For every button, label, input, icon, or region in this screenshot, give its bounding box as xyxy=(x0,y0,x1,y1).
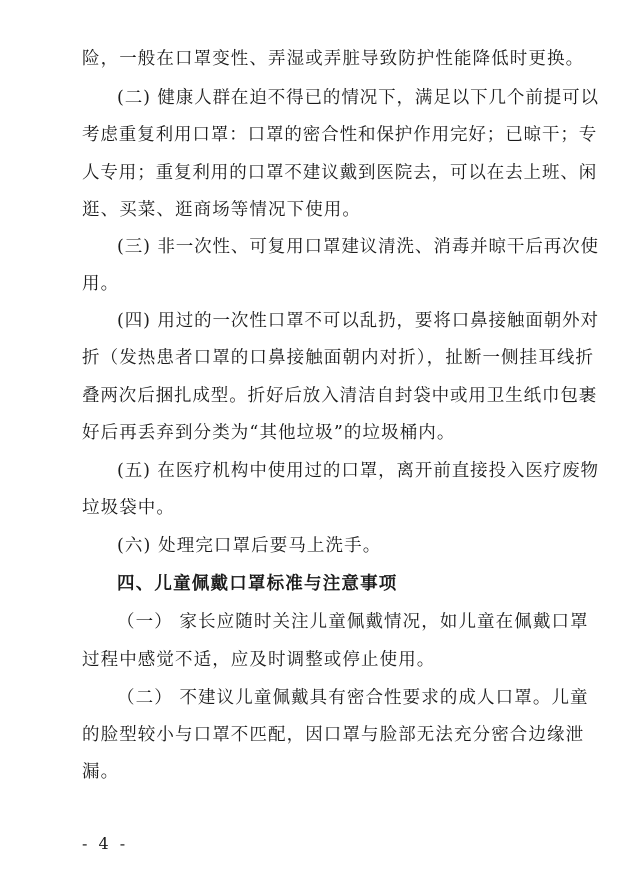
page-number: - 4 - xyxy=(82,834,129,853)
body-text-line: (五) 在医疗机构中使用过的口罩，离开前直接投入医疗废物 xyxy=(117,461,599,481)
body-text-line: 逛、买菜、逛商场等情况下使用。 xyxy=(82,200,361,220)
body-text-line: (六) 处理完口罩后要马上洗手。 xyxy=(117,536,382,556)
body-text-line: 用。 xyxy=(82,274,120,294)
body-text-line: 险，一般在口罩变性、弄湿或弄脏导致防护性能降低时更换。 xyxy=(82,49,585,69)
body-text-line: 叠两次后捆扎成型。折好后放入清洁自封袋中或用卫生纸巾包裹 xyxy=(82,386,598,406)
body-text-line: 过程中感觉不适，应及时调整或停止使用。 xyxy=(82,650,436,670)
body-text-line: 漏。 xyxy=(82,762,120,782)
body-text-line: (三) 非一次性、可复用口罩建议清洗、消毒并晾干后再次使 xyxy=(117,237,599,257)
body-text-line: (二) 健康人群在迫不得已的情况下，满足以下几个前提可以 xyxy=(117,88,599,108)
body-text-line: (四) 用过的一次性口罩不可以乱扔，要将口鼻接触面朝外对 xyxy=(117,311,599,331)
body-text-line: 人专用；重复利用的口罩不建议戴到医院去，可以在去上班、闲 xyxy=(82,163,598,183)
section-heading: 四、儿童佩戴口罩标准与注意事项 xyxy=(117,574,398,594)
body-text-line: 好后再丢弃到分类为“其他垃圾”的垃圾桶内。 xyxy=(82,423,456,443)
body-text-line: （二） 不建议儿童佩戴具有密合性要求的成人口罩。儿童 xyxy=(117,688,589,708)
body-text-line: 垃圾袋中。 xyxy=(82,498,175,518)
body-text-line: 的脸型较小与口罩不匹配，因口罩与脸部无法充分密合边缘泄 xyxy=(82,725,585,745)
body-text-line: 考虑重复利用口罩：口罩的密合性和保护作用完好；已晾干；专 xyxy=(82,125,598,145)
body-text-line: （一） 家长应随时关注儿童佩戴情况，如儿童在佩戴口罩 xyxy=(117,612,589,632)
body-text-line: 折（发热患者口罩的口鼻接触面朝内对折），扯断一侧挂耳线折 xyxy=(82,348,595,368)
